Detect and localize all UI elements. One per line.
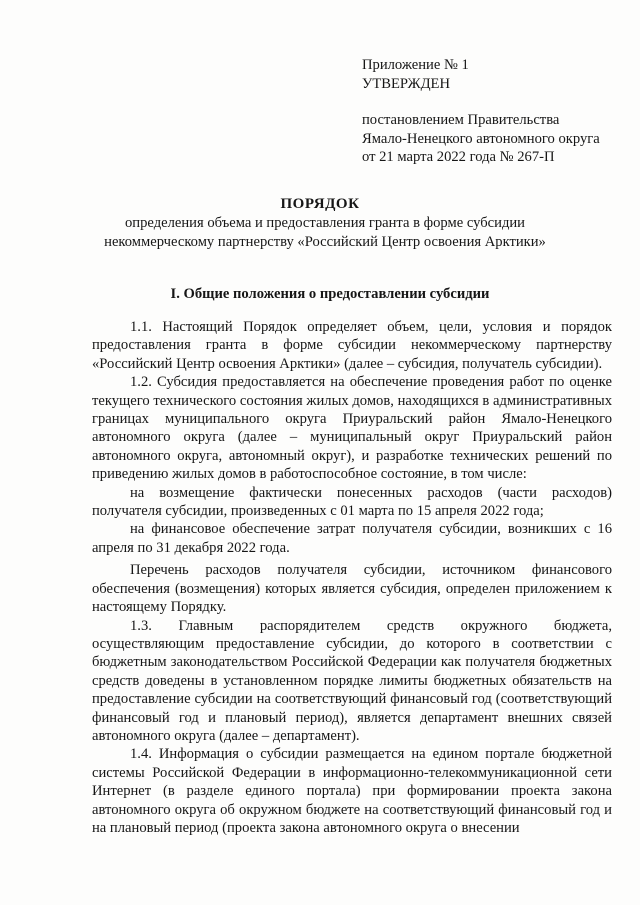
subtitle-line: некоммерческому партнерству «Российский Центр освоения Арктики» <box>104 233 546 250</box>
appendix-number: Приложение № 1 <box>362 57 469 73</box>
document-title: ПОРЯДОК <box>280 196 360 212</box>
paragraph-expenses: Перечень расходов получателя субсидии, источником финансового обеспечения (возмещения) которых является субсидия, определен приложением к настоящему Порядку. <box>92 562 612 616</box>
paragraph-1-1: 1.1. Настоящий Порядок определяет объем, цели, условия и порядок предоставления гранта в форме субсидии некоммерческому партнерству «Российский Центр освоения Арктики» (далее – субсидия, получатель субсидии). <box>92 319 612 372</box>
document-subtitle <box>60 214 590 251</box>
approval-status: УТВЕРЖДЕН <box>362 75 450 92</box>
approval-date: от 21 марта 2022 года № 267-П <box>362 149 555 165</box>
paragraph-item: на финансовое обеспечение затрат получателя субсидии, возникших с 16 апреля по 31 декабря 2022 года. <box>92 521 612 556</box>
document-body <box>92 318 612 837</box>
paragraph-1-4: 1.4. Информация о субсидии размещается на едином портале бюджетной системы Российской Федерации в информационно-телекоммуникационной сети Интернет (в разделе единого портала) при формировании проекта закона автономного округа об окружном бюджете на соответствующий финансовый год и на плановый период (проекта закона автономного округа о внесении <box>92 746 612 836</box>
approval-authority: Ямало-Ненецкого автономного округа <box>362 130 600 147</box>
paragraph-1-2: 1.2. Субсидия предоставляется на обеспечение проведения работ по оценке текущего технического состояния жилых домов, находящихся в административных границах муниципального округа Приуральский район Ямало-Ненецкого автономного округа (далее – муниципальный округ Приуральский район автономного округа, автономный округ), и разработке технических решений по приведению жилых домов в работоспособное состояние, в том числе: <box>92 374 612 483</box>
approval-act: постановлением Правительства <box>362 112 560 128</box>
approval-block <box>362 56 622 167</box>
paragraph-item: на возмещение фактически понесенных расходов (части расходов) получателя субсидии, произведенных с 01 марта по 15 апреля 2022 года; <box>92 484 612 520</box>
paragraph-1-3: 1.3. Главным распорядителем средств окружного бюджета, осуществляющим предоставление субсидии, до которого в соответствии с бюджетным законодательством Российской Федерации как получателя бюджетных средств доведены в установленном порядке лимиты бюджетных обязательств на предоставление субсидии на соответствующий финансовый год (соответствующий финансовый год и плановый период), является департамент внешних связей автономного округа (далее – департамент). <box>92 617 612 744</box>
section-heading: I. Общие положения о предоставлении субсидии <box>170 286 490 302</box>
subtitle-line: определения объема и предоставления гранта в форме субсидии <box>125 215 525 231</box>
